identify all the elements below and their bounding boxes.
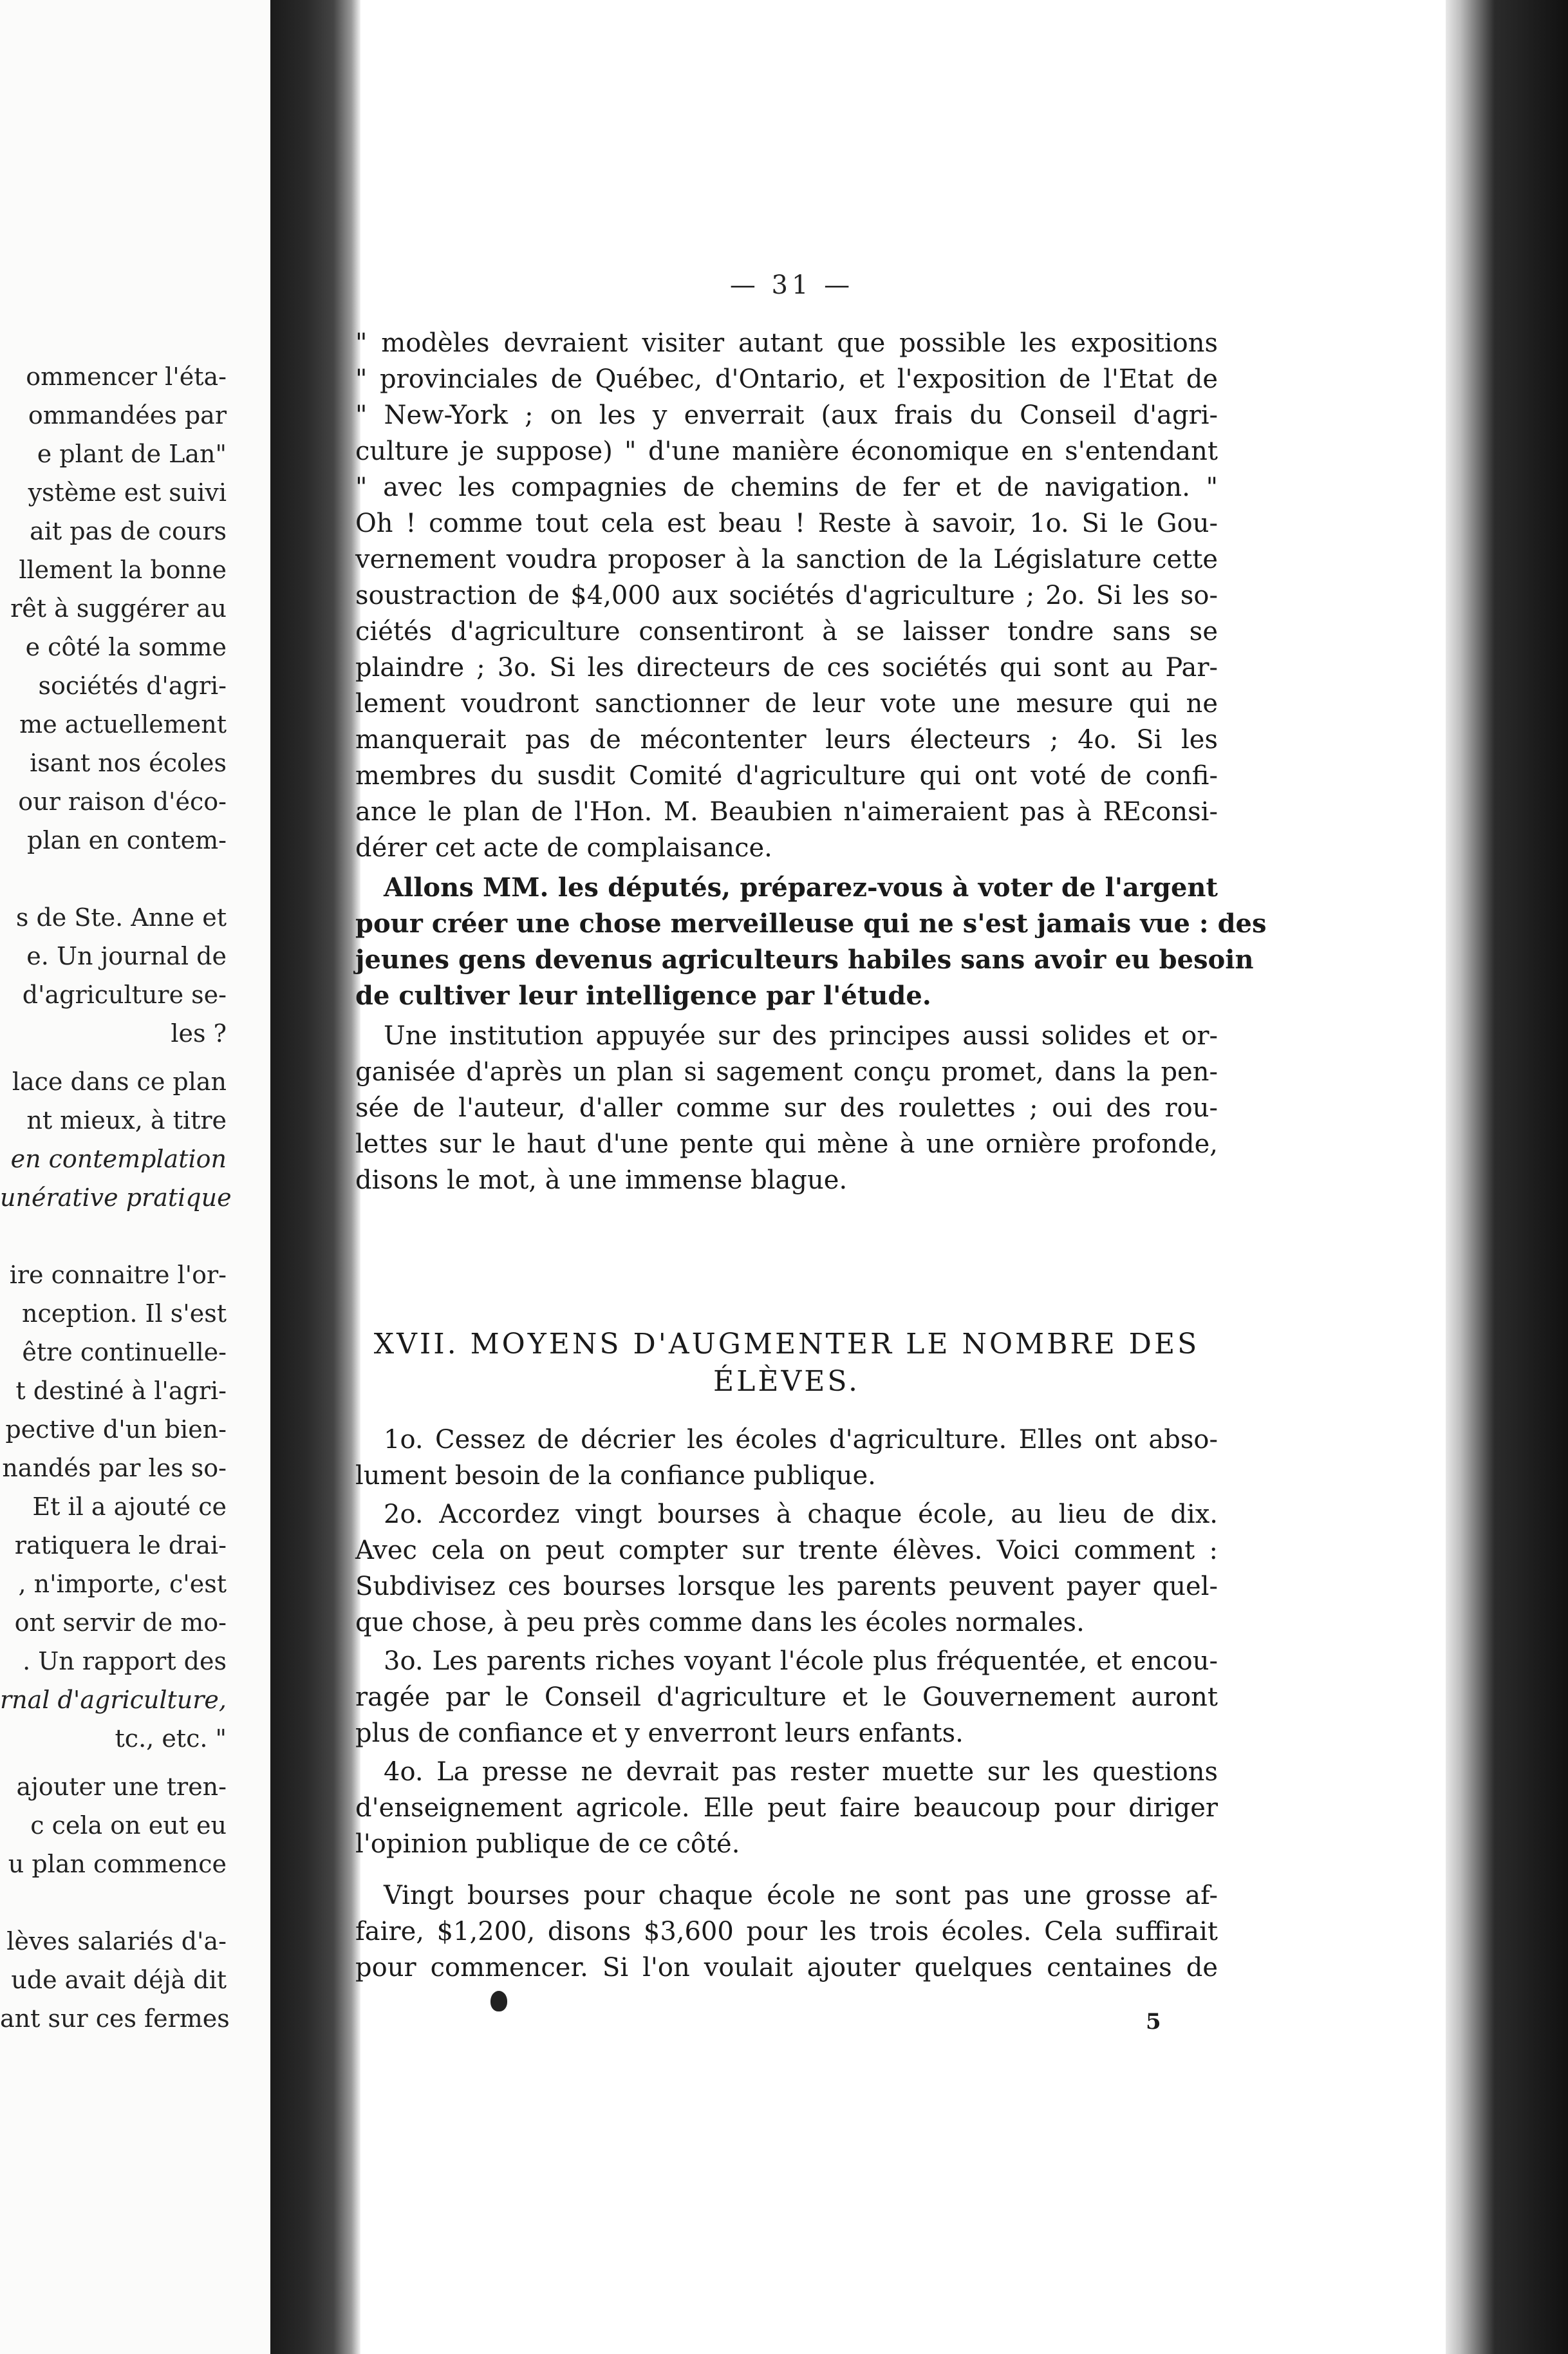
left-page-line: pective d'un bien- xyxy=(5,1415,227,1444)
paragraph-line: pour commencer. Si l'on voulait ajouter quelques centaines de xyxy=(355,1953,1218,1982)
section-heading: XVII. MOYENS D'AUGMENTER LE NOMBRE DES xyxy=(373,1328,1200,1361)
left-page-line: u plan commence xyxy=(8,1850,227,1878)
left-page-line: e côté la somme xyxy=(25,633,227,661)
left-page-line: rêt à suggérer au xyxy=(10,594,227,623)
left-page-line: ajouter une tren- xyxy=(16,1773,227,1801)
list-item-line: 1o. Cessez de décrier les écoles d'agriculture. Elles ont abso- xyxy=(384,1425,1218,1455)
list-item-line: 4o. La presse ne devrait pas rester muette sur les questions xyxy=(384,1757,1218,1787)
left-page-line: t destiné à l'agri- xyxy=(15,1377,227,1405)
left-page-line: ratiquera le drai- xyxy=(14,1531,227,1559)
list-item-line: lument besoin de la confiance publique. xyxy=(355,1461,876,1491)
left-page-line: sociétés d'agri- xyxy=(38,672,227,700)
left-page-line: c cela on eut eu xyxy=(30,1811,227,1840)
paragraph-line: lement voudront sanctionner de leur vote une mesure qui ne xyxy=(355,689,1218,719)
section-heading-continued: ÉLÈVES. xyxy=(713,1365,860,1398)
left-page-line: isant nos écoles xyxy=(30,749,227,777)
left-page-line: e plant de Lan" xyxy=(37,440,227,468)
page-number: — 31 — xyxy=(729,270,854,300)
left-page-line: s de Ste. Anne et xyxy=(15,903,227,932)
left-page-line: lace dans ce plan xyxy=(12,1068,227,1096)
left-page-line: nt mieux, à titre xyxy=(26,1106,227,1135)
paragraph-line: culture je suppose) " d'une manière économique en s'entendant xyxy=(355,437,1218,466)
left-page-line: ommandées par xyxy=(28,401,227,429)
paragraph-line: Allons MM. les députés, préparez-vous à voter de l'argent xyxy=(384,872,1218,903)
list-item-line: 2o. Accordez vingt bourses à chaque école, au lieu de dix. xyxy=(384,1500,1218,1529)
left-page-line: d'agriculture se- xyxy=(22,981,227,1009)
left-page-line: unérative pratique xyxy=(0,1183,232,1212)
left-page-line: tc., etc. " xyxy=(115,1724,227,1753)
paragraph-line: disons le mot, à une immense blague. xyxy=(355,1165,848,1195)
list-item-line: 3o. Les parents riches voyant l'école plus fréquentée, et encou- xyxy=(384,1646,1218,1676)
paragraph-line: de cultiver leur intelligence par l'étude. xyxy=(355,981,931,1011)
list-item-line: plus de confiance et y enverront leurs enfants. xyxy=(355,1718,964,1748)
left-page-line: e. Un journal de xyxy=(26,942,227,970)
paragraph-line: " New-York ; on les y enverrait (aux frais du Conseil d'agri- xyxy=(355,400,1218,430)
paragraph-line: " modèles devraient visiter autant que possible les expositions xyxy=(355,328,1218,358)
paragraph-line: " avec les compagnies de chemins de fer et de navigation. " xyxy=(355,473,1218,502)
paragraph-line: vernement voudra proposer à la sanction de la Législature cette xyxy=(355,545,1218,574)
paragraph-line: ciétés d'agriculture consentiront à se laisser tondre sans se xyxy=(355,617,1218,646)
paragraph-line: pour créer une chose merveilleuse qui ne s'est jamais vue : des xyxy=(355,909,1267,939)
paragraph-line: membres du susdit Comité d'agriculture qui ont voté de confi- xyxy=(355,761,1218,791)
left-page-line: rnal d'agriculture, xyxy=(0,1686,227,1714)
paragraph-line: ganisée d'après un plan si sagement conçu promet, dans la pen- xyxy=(355,1057,1218,1087)
left-page-line: Et il a ajouté ce xyxy=(32,1492,227,1521)
paragraph-line: Vingt bourses pour chaque école ne sont pas une grosse af- xyxy=(384,1881,1218,1910)
paragraph-line: " provinciales de Québec, d'Ontario, et l'exposition de l'Etat de xyxy=(355,364,1218,394)
list-item-line: d'enseignement agricole. Elle peut faire beaucoup pour diriger xyxy=(355,1793,1218,1823)
list-item-line: Subdivisez ces bourses lorsque les parents peuvent payer quel- xyxy=(355,1572,1218,1601)
paragraph-line: soustraction de $4,000 aux sociétés d'agriculture ; 2o. Si les so- xyxy=(355,581,1218,610)
paragraph-line: Oh ! comme tout cela est beau ! Reste à savoir, 1o. Si le Gou- xyxy=(355,509,1218,538)
left-page-line: our raison d'éco- xyxy=(18,787,227,816)
list-item-line: que chose, à peu près comme dans les écoles normales. xyxy=(355,1608,1085,1637)
left-page-line: ystème est suivi xyxy=(28,478,227,507)
paragraph-line: manquerait pas de mécontenter leurs électeurs ; 4o. Si les xyxy=(355,725,1218,755)
left-page-line: ait pas de cours xyxy=(30,517,227,545)
list-item-line: ragée par le Conseil d'agriculture et le Gouvernement auront xyxy=(355,1682,1218,1712)
list-item-line: l'opinion publique de ce côté. xyxy=(355,1829,740,1859)
left-page-line: ude avait déjà dit xyxy=(11,1966,227,1994)
paragraph-line: ance le plan de l'Hon. M. Beaubien n'aimeraient pas à REconsi- xyxy=(355,797,1218,827)
paragraph-line: Une institution appuyée sur des principes aussi solides et or- xyxy=(384,1021,1218,1051)
left-page-line: ommencer l'éta- xyxy=(26,363,227,391)
left-page-line: nandés par les so- xyxy=(2,1454,227,1482)
left-page-line: ant sur ces fermes xyxy=(0,2004,230,2033)
book-gutter-shadow xyxy=(270,0,360,2354)
paragraph-line: jeunes gens devenus agriculteurs habiles sans avoir eu besoin xyxy=(355,945,1254,975)
left-page-line: , n'importe, c'est xyxy=(18,1570,227,1598)
paragraph-line: faire, $1,200, disons $3,600 pour les trois écoles. Cela suffirait xyxy=(355,1917,1218,1946)
left-page-line: me actuellement xyxy=(19,710,227,739)
left-page-line: ire connaitre l'or- xyxy=(9,1261,227,1289)
list-item-line: Avec cela on peut compter sur trente élèves. Voici comment : xyxy=(355,1536,1218,1565)
paragraph-line: dérer cet acte de complaisance. xyxy=(355,833,772,863)
left-page-line: les ? xyxy=(171,1019,227,1048)
left-page-line: être continuelle- xyxy=(22,1338,227,1366)
left-page-line: lèves salariés d'a- xyxy=(6,1927,227,1955)
paragraph-line: plaindre ; 3o. Si les directeurs de ces sociétés qui sont au Par- xyxy=(355,653,1218,683)
paragraph-line: lettes sur le haut d'une pente qui mène à une ornière profonde, xyxy=(355,1129,1218,1159)
left-page-line: llement la bonne xyxy=(19,556,227,584)
left-page-line: ont servir de mo- xyxy=(14,1608,227,1637)
paragraph-line: sée de l'auteur, d'aller comme sur des roulettes ; oui des rou- xyxy=(355,1093,1218,1123)
ink-blot-ornament xyxy=(490,1991,507,2011)
signature-mark: 5 xyxy=(1146,2009,1161,2035)
left-page-line: plan en contem- xyxy=(27,826,227,854)
left-page-line: . Un rapport des xyxy=(23,1647,227,1675)
left-page-line: en contemplation xyxy=(10,1145,227,1173)
page-edge-shadow xyxy=(1446,0,1568,2354)
left-page-line: nception. Il s'est xyxy=(22,1299,227,1328)
